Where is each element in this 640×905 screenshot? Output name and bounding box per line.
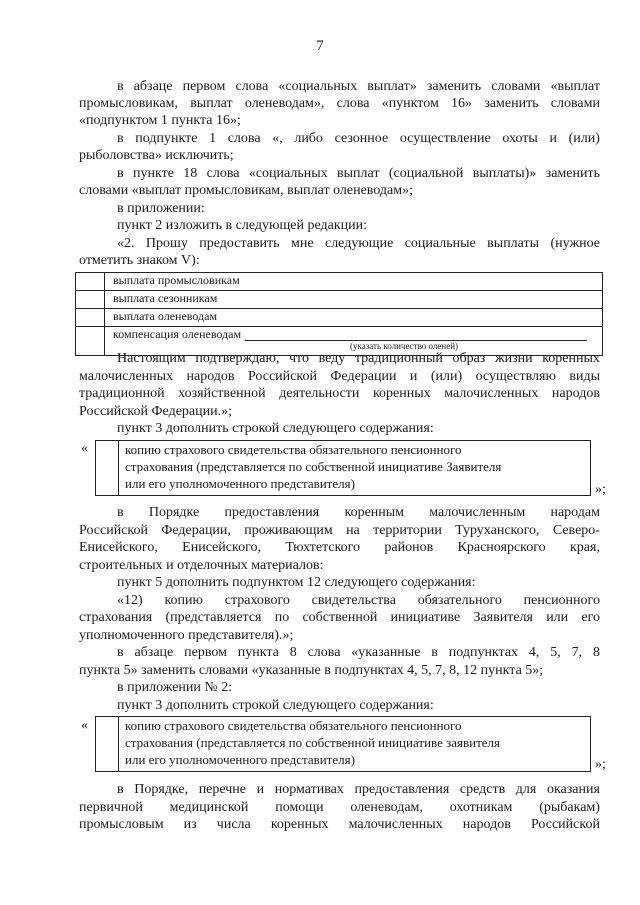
text-line: уполномоченного представителя).»; <box>79 628 294 643</box>
word: малочисленным <box>429 505 526 520</box>
word: свидетельства <box>311 593 396 608</box>
word: Российской <box>247 369 317 384</box>
word: Российской <box>79 523 148 538</box>
word: первичной <box>79 800 143 815</box>
word: подпунктах <box>448 645 519 660</box>
box-line: копию страхового свидетельства обязательного пенсионного <box>125 442 462 457</box>
word: Енисейского, <box>182 540 261 555</box>
word: оказания <box>546 782 600 797</box>
word: коренных <box>372 386 431 401</box>
word: Порядке, <box>134 782 189 797</box>
word: словами <box>491 79 541 94</box>
word: выплат <box>190 96 233 111</box>
text-line: пункт 2 изложить в следующей редакции: <box>117 218 367 233</box>
word: для <box>515 782 537 797</box>
word: промысловикам, <box>79 96 178 111</box>
word: числа <box>216 817 251 832</box>
word: охоты <box>502 131 538 146</box>
word: Туруханского, <box>455 523 540 538</box>
text-line <box>79 96 600 112</box>
word: и <box>256 782 265 797</box>
word: предоставления <box>224 505 320 520</box>
word: нормативах <box>274 782 344 797</box>
word: пенсионного <box>523 593 600 608</box>
word: народам <box>550 505 600 520</box>
word: «, <box>272 131 283 146</box>
word: в <box>117 645 124 660</box>
word: охотникам <box>449 800 513 815</box>
word: 7, <box>571 645 583 660</box>
word: коренным <box>344 505 405 520</box>
insert-box-text <box>118 441 590 495</box>
box-line: или его уполномоченного представителя) <box>125 752 355 767</box>
word: слова <box>336 96 370 111</box>
text-line <box>117 782 600 798</box>
word: страхового <box>224 593 290 608</box>
text-line <box>117 236 600 252</box>
word: в <box>431 645 438 660</box>
word: промысловым <box>79 817 164 832</box>
word: малочисленных <box>79 369 174 384</box>
word: 8 <box>289 645 297 660</box>
word: «12) <box>117 593 143 608</box>
word: первом <box>184 645 227 660</box>
word: края, <box>570 540 600 555</box>
word: сезонное <box>334 131 389 146</box>
word: районов <box>384 540 434 555</box>
word: либо <box>294 131 323 146</box>
word: подпункте <box>135 131 198 146</box>
word: проживающим <box>244 523 333 538</box>
text-line: Российской Федерации.»; <box>79 404 233 419</box>
text-line: отметить знаком V): <box>79 253 200 268</box>
word: выплат» <box>367 79 417 94</box>
table-row <box>76 291 603 309</box>
word: коренных <box>542 351 600 366</box>
word: малочисленных <box>348 817 443 832</box>
insert-box <box>95 716 591 772</box>
word: слова <box>235 79 269 94</box>
word: страхования <box>79 610 153 625</box>
word: по <box>274 610 290 625</box>
word: средств <box>459 782 506 797</box>
word: народов <box>186 369 235 384</box>
word: в <box>117 166 124 181</box>
word: народов <box>462 817 511 832</box>
word: Федерации, <box>161 523 231 538</box>
word: 5, <box>550 645 561 660</box>
word: выплат <box>337 166 380 181</box>
word: в <box>117 79 124 94</box>
text-line <box>79 800 600 816</box>
word: пункта <box>237 645 279 660</box>
checkbox-cell[interactable] <box>76 327 105 356</box>
text-line <box>117 166 600 182</box>
word: малочисленных <box>444 386 539 401</box>
close-quote: »; <box>595 482 606 497</box>
word: (или) <box>430 369 463 384</box>
word: 4, <box>528 645 540 660</box>
open-quote: « <box>81 441 88 456</box>
text-line <box>79 369 600 385</box>
text-line: пункт 5 дополнить подпунктом 12 следующего содержания: <box>117 575 476 590</box>
word: заменить <box>545 166 600 181</box>
text-line <box>79 386 600 402</box>
word: помощи <box>275 800 324 815</box>
word: слова <box>307 645 341 660</box>
text-line: «подпунктом 1 пункта 16»; <box>79 113 241 128</box>
word: из <box>183 817 197 832</box>
table-cell: выплата промысловикам <box>105 273 603 291</box>
word: (социальной <box>388 166 464 181</box>
word: «социальных <box>278 79 358 94</box>
text-line <box>117 79 600 95</box>
insert-box <box>95 440 591 496</box>
text-line <box>117 351 600 367</box>
checkbox-cell[interactable] <box>76 273 105 291</box>
text-line: строительных и отделочных материалов: <box>79 558 324 573</box>
word: Порядке <box>148 505 200 520</box>
word: «2. <box>117 236 135 251</box>
deer-count-field[interactable] <box>245 328 587 341</box>
word: 16» <box>451 96 473 111</box>
page-number: 7 <box>316 38 324 54</box>
word: Тюхтетского <box>285 540 361 555</box>
text-line: пункта 5» заменить словами «указанные в подпунктах 4, 5, 7, 8, 12 пункта 5»; <box>79 663 544 678</box>
text-line: пункт 3 дополнить строкой следующего содержания: <box>117 421 434 436</box>
word: обязательного <box>417 593 502 608</box>
word: (нужное <box>550 236 600 251</box>
table-row <box>76 273 603 291</box>
word: (рыбакам) <box>539 800 600 815</box>
compensation-label: компенсация оленеводам <box>113 327 242 341</box>
word: его <box>581 610 600 625</box>
word: жизни <box>494 351 533 366</box>
word: территории <box>373 523 442 538</box>
word: «выплат <box>550 79 600 94</box>
word: словами <box>550 96 600 111</box>
box-line: или его уполномоченного представителя) <box>125 476 355 491</box>
word: слова <box>206 166 240 181</box>
word: первом <box>182 79 226 94</box>
word: 1 <box>209 131 217 146</box>
word: или <box>546 610 569 625</box>
word: Северо- <box>552 523 600 538</box>
word: осуществляю <box>475 369 556 384</box>
checkbox-cell[interactable] <box>76 309 105 327</box>
close-quote: »; <box>595 757 606 772</box>
word: подтверждаю, <box>195 351 280 366</box>
word: традиционной <box>79 386 165 401</box>
word: Прошу <box>145 236 188 251</box>
payments-table <box>75 272 603 356</box>
box-line: страхования (представляется по собственной инициативе Заявителя <box>125 459 502 474</box>
word: веду <box>318 351 346 366</box>
table-cell: выплата оленеводам <box>105 309 603 327</box>
word: заменить <box>484 96 539 111</box>
word: осуществление <box>399 131 491 146</box>
word: мне <box>290 236 314 251</box>
word: оленеводам, <box>350 800 423 815</box>
word: Федерации <box>330 369 397 384</box>
table-cell: выплата сезонникам <box>105 291 603 309</box>
word: народов <box>551 386 600 401</box>
text-line: рыболовства» исключить; <box>79 148 234 163</box>
word: пункте <box>132 166 174 181</box>
word: Заявителя <box>473 610 533 625</box>
text-line <box>117 593 600 609</box>
word: (представляется <box>165 610 262 625</box>
word: следующие <box>324 236 394 251</box>
word: выплаты)» <box>472 166 537 181</box>
word: оленеводам», <box>244 96 325 111</box>
text-line <box>79 817 600 833</box>
word: 18 <box>183 166 198 181</box>
word: что <box>289 351 309 366</box>
text-line <box>117 645 600 661</box>
word: предоставить <box>199 236 280 251</box>
insert-box-text <box>118 717 590 771</box>
text-line <box>79 540 600 556</box>
word: собственной <box>302 610 378 625</box>
word: в <box>117 782 124 797</box>
word: Российской <box>530 817 600 832</box>
table-row <box>76 309 603 327</box>
word: образ <box>452 351 486 366</box>
word: абзаце <box>134 645 174 660</box>
text-line <box>117 131 600 147</box>
word: перечне <box>198 782 247 797</box>
word: социальные <box>404 236 476 251</box>
box-line: копию страхового свидетельства обязательного пенсионного <box>125 718 462 733</box>
text-line <box>79 610 600 626</box>
field-hint: (указать количество оленей) <box>350 341 459 351</box>
open-quote: « <box>81 718 88 733</box>
word: Настоящим <box>117 351 186 366</box>
word: деятельности <box>279 386 360 401</box>
text-line: словами «выплат промысловикам, выплат оленеводам»; <box>79 183 413 198</box>
text-line: пункт 3 дополнить строкой следующего содержания: <box>117 698 434 713</box>
word: выплаты <box>487 236 540 251</box>
word: «указанные <box>351 645 421 660</box>
word: (или) <box>568 131 600 146</box>
word: на <box>346 523 360 538</box>
text-line <box>79 523 600 539</box>
checkbox-cell[interactable] <box>76 291 105 309</box>
word: Енисейского, <box>79 540 158 555</box>
word: абзаце <box>133 79 173 94</box>
word: медицинской <box>169 800 249 815</box>
word: 8 <box>592 645 600 660</box>
word: хозяйственной <box>178 386 266 401</box>
word: виды <box>569 369 600 384</box>
word: заменить <box>426 79 482 94</box>
word: «социальных <box>248 166 328 181</box>
word: инициативе <box>390 610 461 625</box>
word: и <box>409 369 418 384</box>
word: в <box>117 131 124 146</box>
word: Красноярского <box>457 540 546 555</box>
box-line: страхования (представляется по собственной инициативе заявителя <box>125 735 501 750</box>
word: копию <box>164 593 203 608</box>
word: «пунктом <box>381 96 439 111</box>
text-line: в приложении № 2: <box>117 680 233 695</box>
text-line <box>117 505 600 521</box>
word: коренных <box>270 817 329 832</box>
word: традиционный <box>354 351 443 366</box>
word: слова <box>227 131 261 146</box>
word: и <box>549 131 557 146</box>
text-line: в приложении: <box>117 201 205 216</box>
word: в <box>117 505 124 520</box>
word: предоставления <box>354 782 450 797</box>
